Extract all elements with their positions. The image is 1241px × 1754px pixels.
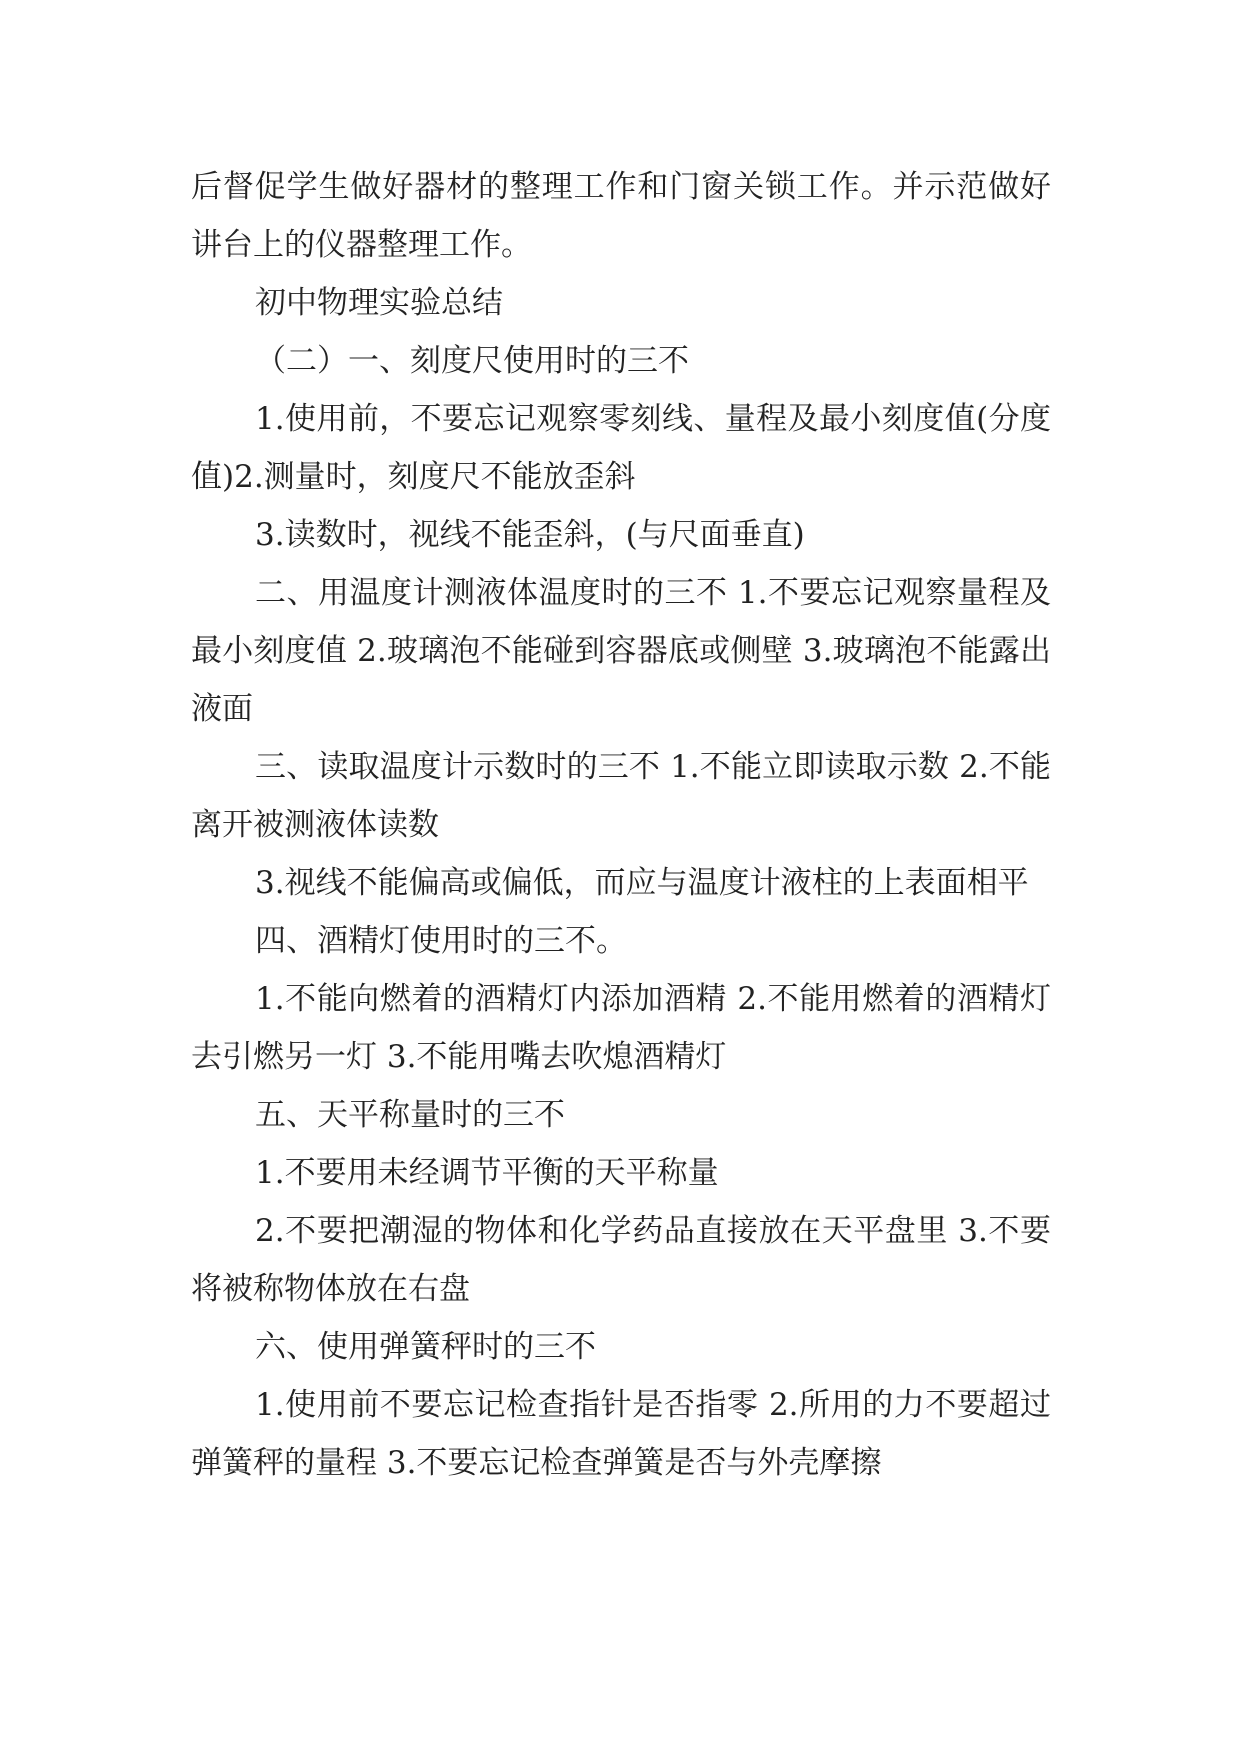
section-heading: （二）一、刻度尺使用时的三不: [255, 343, 689, 379]
section-title: 初中物理实验总结: [255, 285, 503, 321]
paragraph: 三、读取温度计示数时的三不 1.不能立即读取示数 2.不能离开被测液体读数: [191, 749, 1051, 843]
paragraph: 1.使用前不要忘记检查指针是否指零 2.所用的力不要超过弹簧秤的量程 3.不要忘记检查弹簧是否与外壳摩擦: [191, 1387, 1051, 1481]
paragraph: 后督促学生做好器材的整理工作和门窗关锁工作。并示范做好讲台上的仪器整理工作。: [191, 169, 1051, 263]
paragraph: 3.读数时，视线不能歪斜，(与尺面垂直): [255, 517, 805, 553]
paragraph: 1.不要用未经调节平衡的天平称量: [255, 1155, 719, 1191]
paragraph: 3.视线不能偏高或偏低，而应与温度计液柱的上表面相平: [255, 865, 1029, 901]
section-heading: 六、使用弹簧秤时的三不: [255, 1329, 596, 1365]
paragraph: 1.不能向燃着的酒精灯内添加酒精 2.不能用燃着的酒精灯去引燃另一灯 3.不能用嘴去吹熄酒精灯: [191, 981, 1051, 1075]
section-heading: 五、天平称量时的三不: [255, 1097, 565, 1133]
section-heading: 四、酒精灯使用时的三不。: [255, 923, 627, 959]
paragraph: 1.使用前，不要忘记观察零刻线、量程及最小刻度值(分度值)2.测量时，刻度尺不能放歪斜: [191, 401, 1051, 495]
paragraph: 2.不要把潮湿的物体和化学药品直接放在天平盘里 3.不要将被称物体放在右盘: [191, 1213, 1051, 1307]
document-body: [191, 158, 1051, 1492]
paragraph: 二、用温度计测液体温度时的三不 1.不要忘记观察量程及最小刻度值 2.玻璃泡不能碰到容器底或侧壁 3.玻璃泡不能露出液面: [191, 575, 1051, 727]
